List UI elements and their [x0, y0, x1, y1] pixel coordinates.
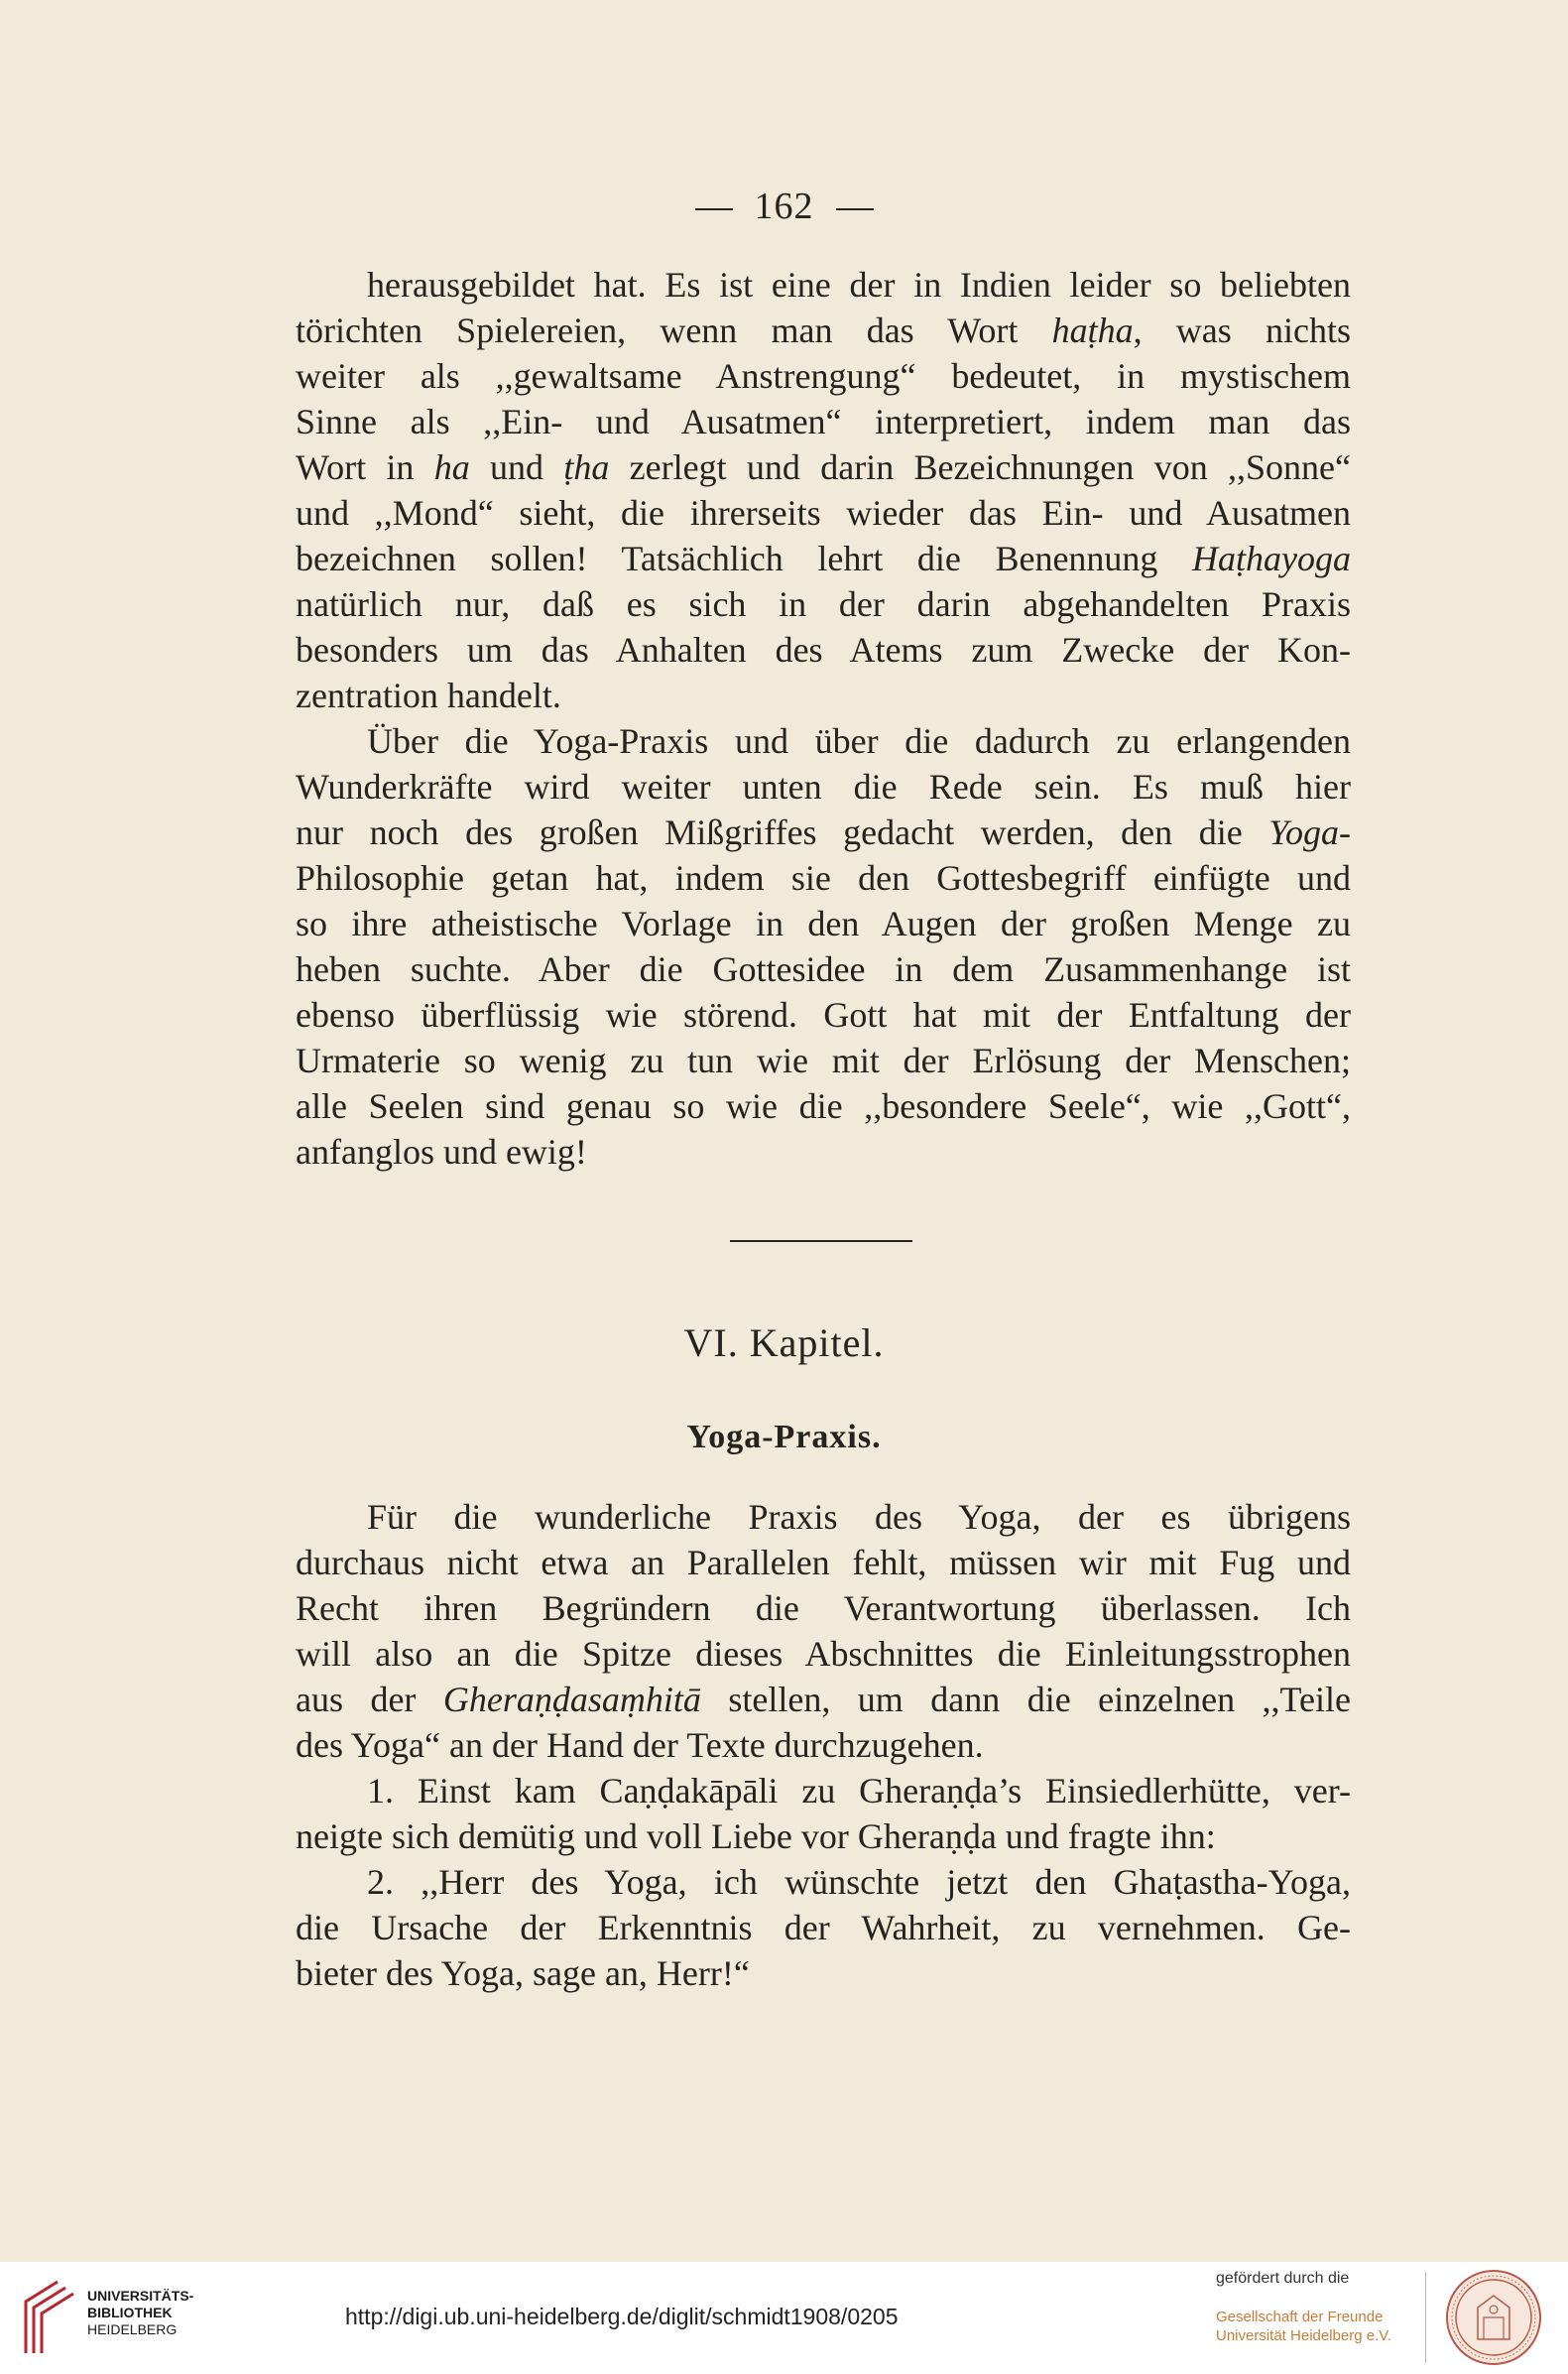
text-run: törichten Spielereien, wenn man das Wort: [296, 311, 1052, 350]
section-heading: Yoga-Praxis.: [686, 1419, 882, 1455]
text-line: [296, 444, 1351, 490]
text-line: [296, 1722, 1351, 1768]
digitization-footer: [0, 2262, 1568, 2374]
text-line: [296, 810, 1351, 855]
sponsor-name-line: Gesellschaft der Freunde: [1216, 2309, 1384, 2325]
text-line: [296, 1083, 1351, 1129]
italic-term: ṭha: [563, 447, 610, 487]
text-run: des Yoga“ an der Hand der Texte durchzugehen.: [296, 1725, 984, 1765]
text-line: [296, 1540, 1351, 1585]
text-line: [296, 1038, 1351, 1083]
paragraph: [296, 1768, 1351, 1859]
text-run: weiter als ,,gewaltsame Anstrengung“ bedeutet, in mystischem: [296, 356, 1351, 396]
sponsor-name: [1216, 2308, 1391, 2345]
university-seal-icon: [1444, 2268, 1543, 2367]
text-line: [296, 855, 1351, 901]
text-line: [296, 764, 1351, 810]
text-line: [296, 1129, 1351, 1175]
text-run: Urmaterie so wenig zu tun wie mit der Erlösung der Menschen;: [296, 1041, 1351, 1080]
text-run: 1. Einst kam Caṇḍakāpāli zu Gheraṇḍa’s Einsiedlerhütte, ver-: [367, 1771, 1351, 1811]
text-run: heben suchte. Aber die Gottesidee in dem Zusammenhange ist: [296, 949, 1351, 989]
text-run: Sinne als ,,Ein- und Ausatmen“ interpretiert, indem man das: [296, 402, 1351, 441]
sponsor-name-line: Universität Heidelberg e.V.: [1216, 2327, 1392, 2344]
italic-term: Gheraṇḍasaṃhitā: [442, 1680, 701, 1719]
text-run: nur noch des großen Mißgriffes gedacht werden, den die: [296, 812, 1269, 852]
italic-term: ha: [433, 447, 470, 487]
text-run: 2. ,,Herr des Yoga, ich wünschte jetzt den Ghaṭastha-Yoga,: [367, 1862, 1351, 1902]
text-line: [296, 1859, 1351, 1905]
page-number-dash-left: [695, 208, 733, 210]
text-line: [296, 262, 1351, 308]
text-run: anfanglos und ewig!: [296, 1132, 587, 1172]
paragraph: [296, 718, 1351, 1175]
text-line: [296, 1631, 1351, 1677]
text-run: will also an die Spitze dieses Abschnittes die Einleitungsstrophen: [296, 1634, 1351, 1674]
text-run: zentration handelt.: [296, 676, 561, 715]
text-run: durchaus nicht etwa an Parallelen fehlt, müssen wir mit Fug und: [296, 1543, 1351, 1582]
text-line: [296, 1768, 1351, 1813]
text-run: neigte sich demütig und voll Liebe vor Gheraṇḍa und fragte ihn:: [296, 1816, 1216, 1856]
text-run: stellen, um dann die einzelnen ,,Teile: [700, 1680, 1351, 1719]
permalink-url[interactable]: http://digi.ub.uni-heidelberg.de/diglit/schmidt1908/0205: [345, 2304, 899, 2329]
italic-term: Haṭhayoga: [1192, 539, 1351, 578]
text-line: [296, 490, 1351, 536]
paragraph: [296, 1494, 1351, 1768]
text-line: [296, 581, 1351, 627]
chapter-heading: VI. Kapitel.: [683, 1320, 885, 1365]
italic-term: Yoga-: [1268, 812, 1351, 852]
text-line: [296, 1585, 1351, 1631]
text-run: Über die Yoga-Praxis und über die dadurch zu erlangenden: [367, 721, 1351, 761]
text-line: [296, 946, 1351, 992]
footer-divider: [1425, 2272, 1426, 2363]
text-line: [296, 308, 1351, 353]
paragraph: [296, 262, 1351, 718]
page-number: 162: [0, 185, 1568, 228]
page-number-dash-right: [836, 208, 874, 210]
library-logo-icon: [18, 2276, 77, 2359]
text-line: [296, 1905, 1351, 1950]
text-line: [296, 992, 1351, 1038]
text-line: [296, 353, 1351, 399]
text-line: [296, 901, 1351, 946]
text-run: so ihre atheistische Vorlage in den Augen der großen Menge zu: [296, 904, 1351, 943]
text-run: bezeichnen sollen! Tatsächlich lehrt die Benennung: [296, 539, 1193, 578]
text-line: [296, 673, 1351, 718]
paragraph: [296, 1859, 1351, 1996]
text-line: [296, 1677, 1351, 1722]
text-run: Wort in: [296, 447, 434, 487]
text-run: Für die wunderliche Praxis des Yoga, der es übrigens: [367, 1497, 1351, 1537]
text-run: bieter des Yoga, sage an, Herr!“: [296, 1953, 750, 1993]
section-separator: [730, 1240, 912, 1242]
text-run: ebenso überflüssig wie störend. Gott hat mit der Entfaltung der: [296, 995, 1351, 1035]
text-line: [296, 627, 1351, 673]
text-line: [296, 399, 1351, 444]
library-name: [87, 2288, 193, 2338]
text-run: Recht ihren Begründern die Verantwortung überlassen. Ich: [296, 1588, 1351, 1628]
text-run: Philosophie getan hat, indem sie den Gottesbegriff einfügte und: [296, 858, 1351, 898]
text-line: [296, 1950, 1351, 1996]
text-run: und: [469, 447, 564, 487]
italic-term: haṭha: [1051, 311, 1134, 350]
text-line: [296, 536, 1351, 581]
text-run: aus der: [296, 1680, 443, 1719]
library-name-line: BIBLIOTHEK: [87, 2305, 173, 2320]
text-run: die Ursache der Erkenntnis der Wahrheit, zu vernehmen. Ge-: [296, 1908, 1351, 1947]
library-name-line: UNIVERSITÄTS-: [87, 2288, 194, 2304]
text-run: besonders um das Anhalten des Atems zum Zwecke der Kon-: [296, 630, 1351, 670]
text-run: natürlich nur, daß es sich in der darin abgehandelten Praxis: [296, 584, 1351, 624]
text-line: [296, 1494, 1351, 1540]
text-line: [296, 718, 1351, 764]
text-line: [296, 1813, 1351, 1859]
text-run: , was nichts: [1133, 311, 1351, 350]
text-run: zerlegt und darin Bezeichnungen von ,,Sonne“: [609, 447, 1352, 487]
text-run: herausgebildet hat. Es ist eine der in Indien leider so beliebten: [367, 265, 1351, 305]
library-name-line: HEIDELBERG: [87, 2321, 178, 2337]
text-run: und ,,Mond“ sieht, die ihrerseits wieder das Ein- und Ausatmen: [296, 493, 1351, 533]
text-run: Wunderkräfte wird weiter unten die Rede sein. Es muß hier: [296, 767, 1351, 807]
text-run: alle Seelen sind genau so wie die ,,besondere Seele“, wie ,,Gott“,: [296, 1086, 1351, 1126]
sponsor-intro: gefördert durch die: [1216, 2270, 1350, 2287]
